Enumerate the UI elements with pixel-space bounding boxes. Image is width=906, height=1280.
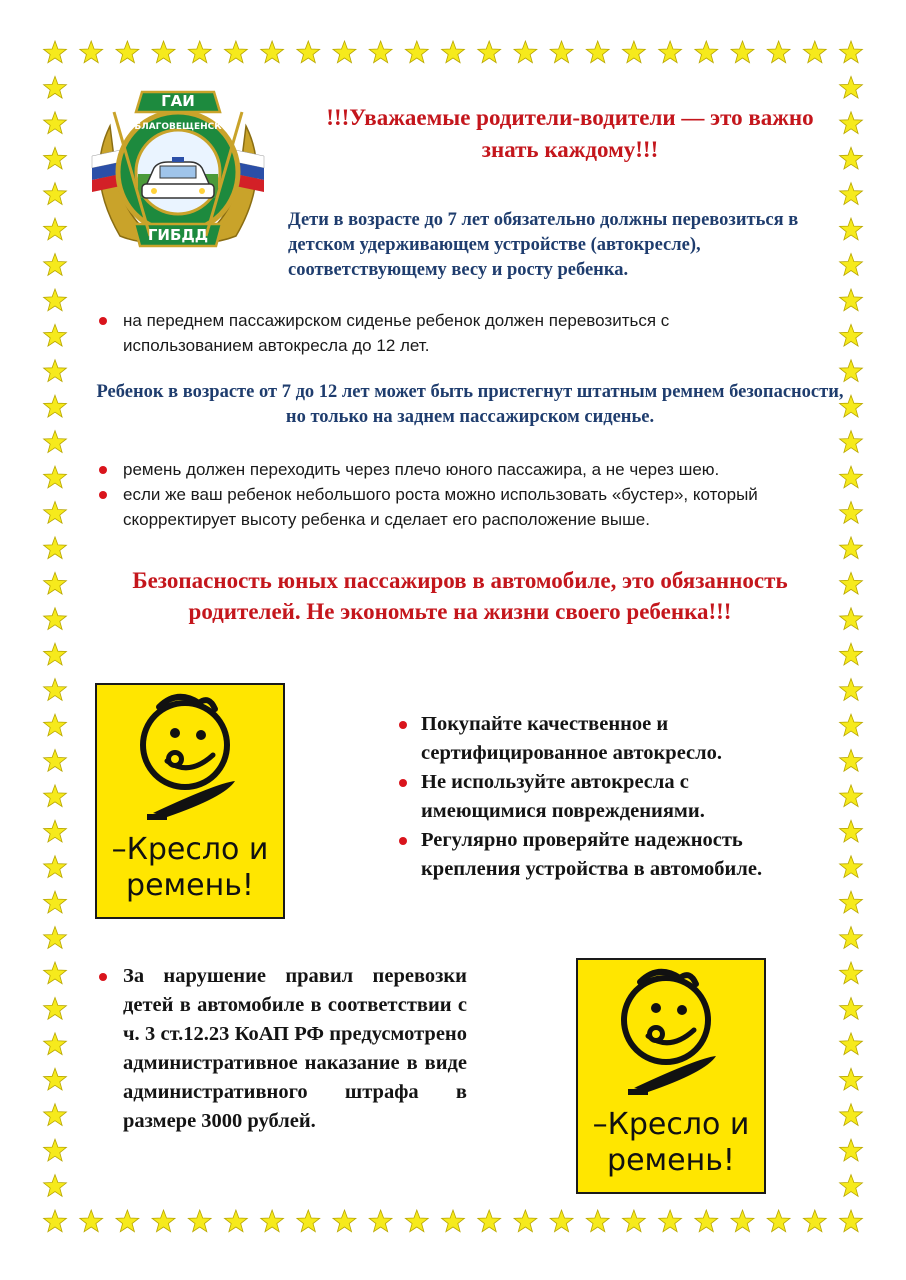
- star-icon: [297, 41, 320, 63]
- star-icon: [550, 1210, 573, 1232]
- star-icon: [840, 537, 863, 559]
- emblem-ring-text: БЛАГОВЕЩЕНСК: [134, 122, 222, 132]
- star-icon: [44, 289, 67, 311]
- star-icon: [840, 820, 863, 842]
- star-icon: [116, 41, 139, 63]
- sign-line-2: ремень!: [607, 1143, 735, 1178]
- star-icon: [44, 254, 67, 276]
- belt-note: Ребенок в возрасте от 7 до 12 лет может быть пристегнут штатным ремнем безопасности, но только на заднем пассажирском сиденье.: [96, 382, 844, 427]
- star-icon: [840, 750, 863, 772]
- list-item: Не используйте автокресла с имеющимися повреждениями.: [395, 768, 815, 826]
- star-icon: [767, 41, 790, 63]
- star-icon: [44, 466, 67, 488]
- star-icon: [80, 41, 103, 63]
- sign-line-1: –Кресло и: [111, 832, 269, 867]
- list-item: ремень должен переходить через плечо юного пассажира, а не через шею.: [95, 457, 845, 482]
- star-icon: [225, 41, 248, 63]
- age-under-7-note: Дети в возрасте до 7 лет обязательно должны перевозиться в детском удерживающем устройстве (автокресле), соответствующему весу и росту ребенка.: [288, 210, 799, 280]
- star-icon: [44, 147, 67, 169]
- star-icon: [44, 856, 67, 878]
- star-icon: [803, 41, 826, 63]
- star-icon: [840, 572, 863, 594]
- star-icon: [80, 1210, 103, 1232]
- gai-emblem: [80, 86, 276, 254]
- star-icon: [586, 41, 609, 63]
- star-icon: [225, 1210, 248, 1232]
- star-icon: [44, 1104, 67, 1126]
- star-icon: [44, 714, 67, 736]
- star-icon: [44, 41, 67, 63]
- star-icon: [840, 785, 863, 807]
- star-icon: [840, 927, 863, 949]
- star-icon: [44, 998, 67, 1020]
- star-icon: [333, 41, 356, 63]
- emblem-top-text: ГАИ: [161, 92, 195, 110]
- star-icon: [116, 1210, 139, 1232]
- star-icon: [44, 962, 67, 984]
- star-icon: [442, 41, 465, 63]
- belt-rules-list: [95, 457, 845, 532]
- star-icon: [840, 1175, 863, 1197]
- child-seat-sign: [576, 958, 766, 1194]
- star-icon: [44, 76, 67, 98]
- star-icon: [44, 502, 67, 524]
- star-icon: [333, 1210, 356, 1232]
- star-icon: [767, 1210, 790, 1232]
- star-icon: [731, 1210, 754, 1232]
- star-icon: [478, 41, 501, 63]
- star-icon: [152, 1210, 175, 1232]
- list-item: на переднем пассажирском сиденье ребенок должен перевозиться с использованием автокресла до 12 лет.: [95, 308, 775, 358]
- list-item: если же ваш ребенок небольшого роста можно использовать «бустер», который скорректирует высоту ребенка и сделает его расположение выше.: [95, 482, 845, 532]
- star-icon: [840, 360, 863, 382]
- responsibility-text: Безопасность юных пассажиров в автомобиле, это обязанность родителей. Не экономьте на жизни своего ребенка!!!: [132, 568, 788, 624]
- star-icon: [44, 643, 67, 665]
- star-icon: [44, 218, 67, 240]
- star-icon: [840, 112, 863, 134]
- star-icon: [188, 1210, 211, 1232]
- fine-text: За нарушение правил перевозки детей в автомобиле в соответствии с ч. 3 ст.12.23 КоАП РФ предусмотрено административное наказание в виде административного штрафа в размере 3000 рублей.: [95, 962, 467, 1136]
- star-icon: [840, 183, 863, 205]
- star-icon: [44, 324, 67, 346]
- star-icon: [586, 1210, 609, 1232]
- star-icon: [442, 1210, 465, 1232]
- star-icon: [405, 41, 428, 63]
- front-seat-list: [95, 308, 775, 358]
- list-item: Регулярно проверяйте надежность крепления устройства в автомобиле.: [395, 826, 815, 884]
- star-icon: [840, 1033, 863, 1055]
- star-icon: [840, 76, 863, 98]
- star-icon: [623, 1210, 646, 1232]
- star-icon: [840, 41, 863, 63]
- star-icon: [803, 1210, 826, 1232]
- star-icon: [188, 41, 211, 63]
- star-icon: [44, 431, 67, 453]
- star-icon: [44, 1139, 67, 1161]
- star-icon: [514, 1210, 537, 1232]
- star-icon: [44, 927, 67, 949]
- star-icon: [840, 289, 863, 311]
- star-icon: [840, 643, 863, 665]
- star-icon: [44, 750, 67, 772]
- star-icon: [659, 41, 682, 63]
- emblem-bottom-text: ГИБДД: [147, 226, 209, 244]
- star-icon: [550, 41, 573, 63]
- star-icon: [840, 714, 863, 736]
- child-seat-sign: [95, 683, 285, 919]
- star-icon: [44, 891, 67, 913]
- star-icon: [261, 41, 284, 63]
- star-icon: [840, 891, 863, 913]
- star-icon: [840, 431, 863, 453]
- star-icon: [695, 41, 718, 63]
- star-icon: [44, 112, 67, 134]
- star-icon: [840, 608, 863, 630]
- star-icon: [840, 962, 863, 984]
- star-icon: [840, 856, 863, 878]
- star-icon: [369, 1210, 392, 1232]
- star-icon: [44, 1175, 67, 1197]
- star-icon: [478, 1210, 501, 1232]
- star-icon: [840, 679, 863, 701]
- star-icon: [840, 147, 863, 169]
- star-icon: [405, 1210, 428, 1232]
- star-icon: [44, 537, 67, 559]
- star-icon: [44, 1033, 67, 1055]
- star-icon: [44, 785, 67, 807]
- star-icon: [695, 1210, 718, 1232]
- star-icon: [840, 218, 863, 240]
- star-icon: [44, 679, 67, 701]
- star-icon: [44, 820, 67, 842]
- star-icon: [44, 360, 67, 382]
- star-icon: [44, 608, 67, 630]
- page-title: !!!Уважаемые родители-водители — это важно знать каждому!!!: [326, 105, 814, 162]
- sign-line-1: –Кресло и: [592, 1107, 750, 1142]
- star-icon: [840, 324, 863, 346]
- star-icon: [152, 41, 175, 63]
- star-icon: [297, 1210, 320, 1232]
- star-icon: [659, 1210, 682, 1232]
- star-icon: [44, 1068, 67, 1090]
- star-icon: [44, 572, 67, 594]
- star-icon: [44, 1210, 67, 1232]
- star-icon: [514, 41, 537, 63]
- star-icon: [44, 183, 67, 205]
- star-icon: [840, 1068, 863, 1090]
- star-icon: [623, 41, 646, 63]
- star-icon: [261, 1210, 284, 1232]
- list-item: Покупайте качественное и сертифицированное автокресло.: [395, 710, 815, 768]
- star-icon: [840, 1104, 863, 1126]
- star-icon: [840, 1139, 863, 1161]
- tips-list: [395, 710, 815, 884]
- star-icon: [840, 1210, 863, 1232]
- star-icon: [369, 41, 392, 63]
- star-icon: [840, 254, 863, 276]
- star-icon: [44, 395, 67, 417]
- sign-line-2: ремень!: [126, 868, 254, 903]
- star-icon: [731, 41, 754, 63]
- star-icon: [840, 998, 863, 1020]
